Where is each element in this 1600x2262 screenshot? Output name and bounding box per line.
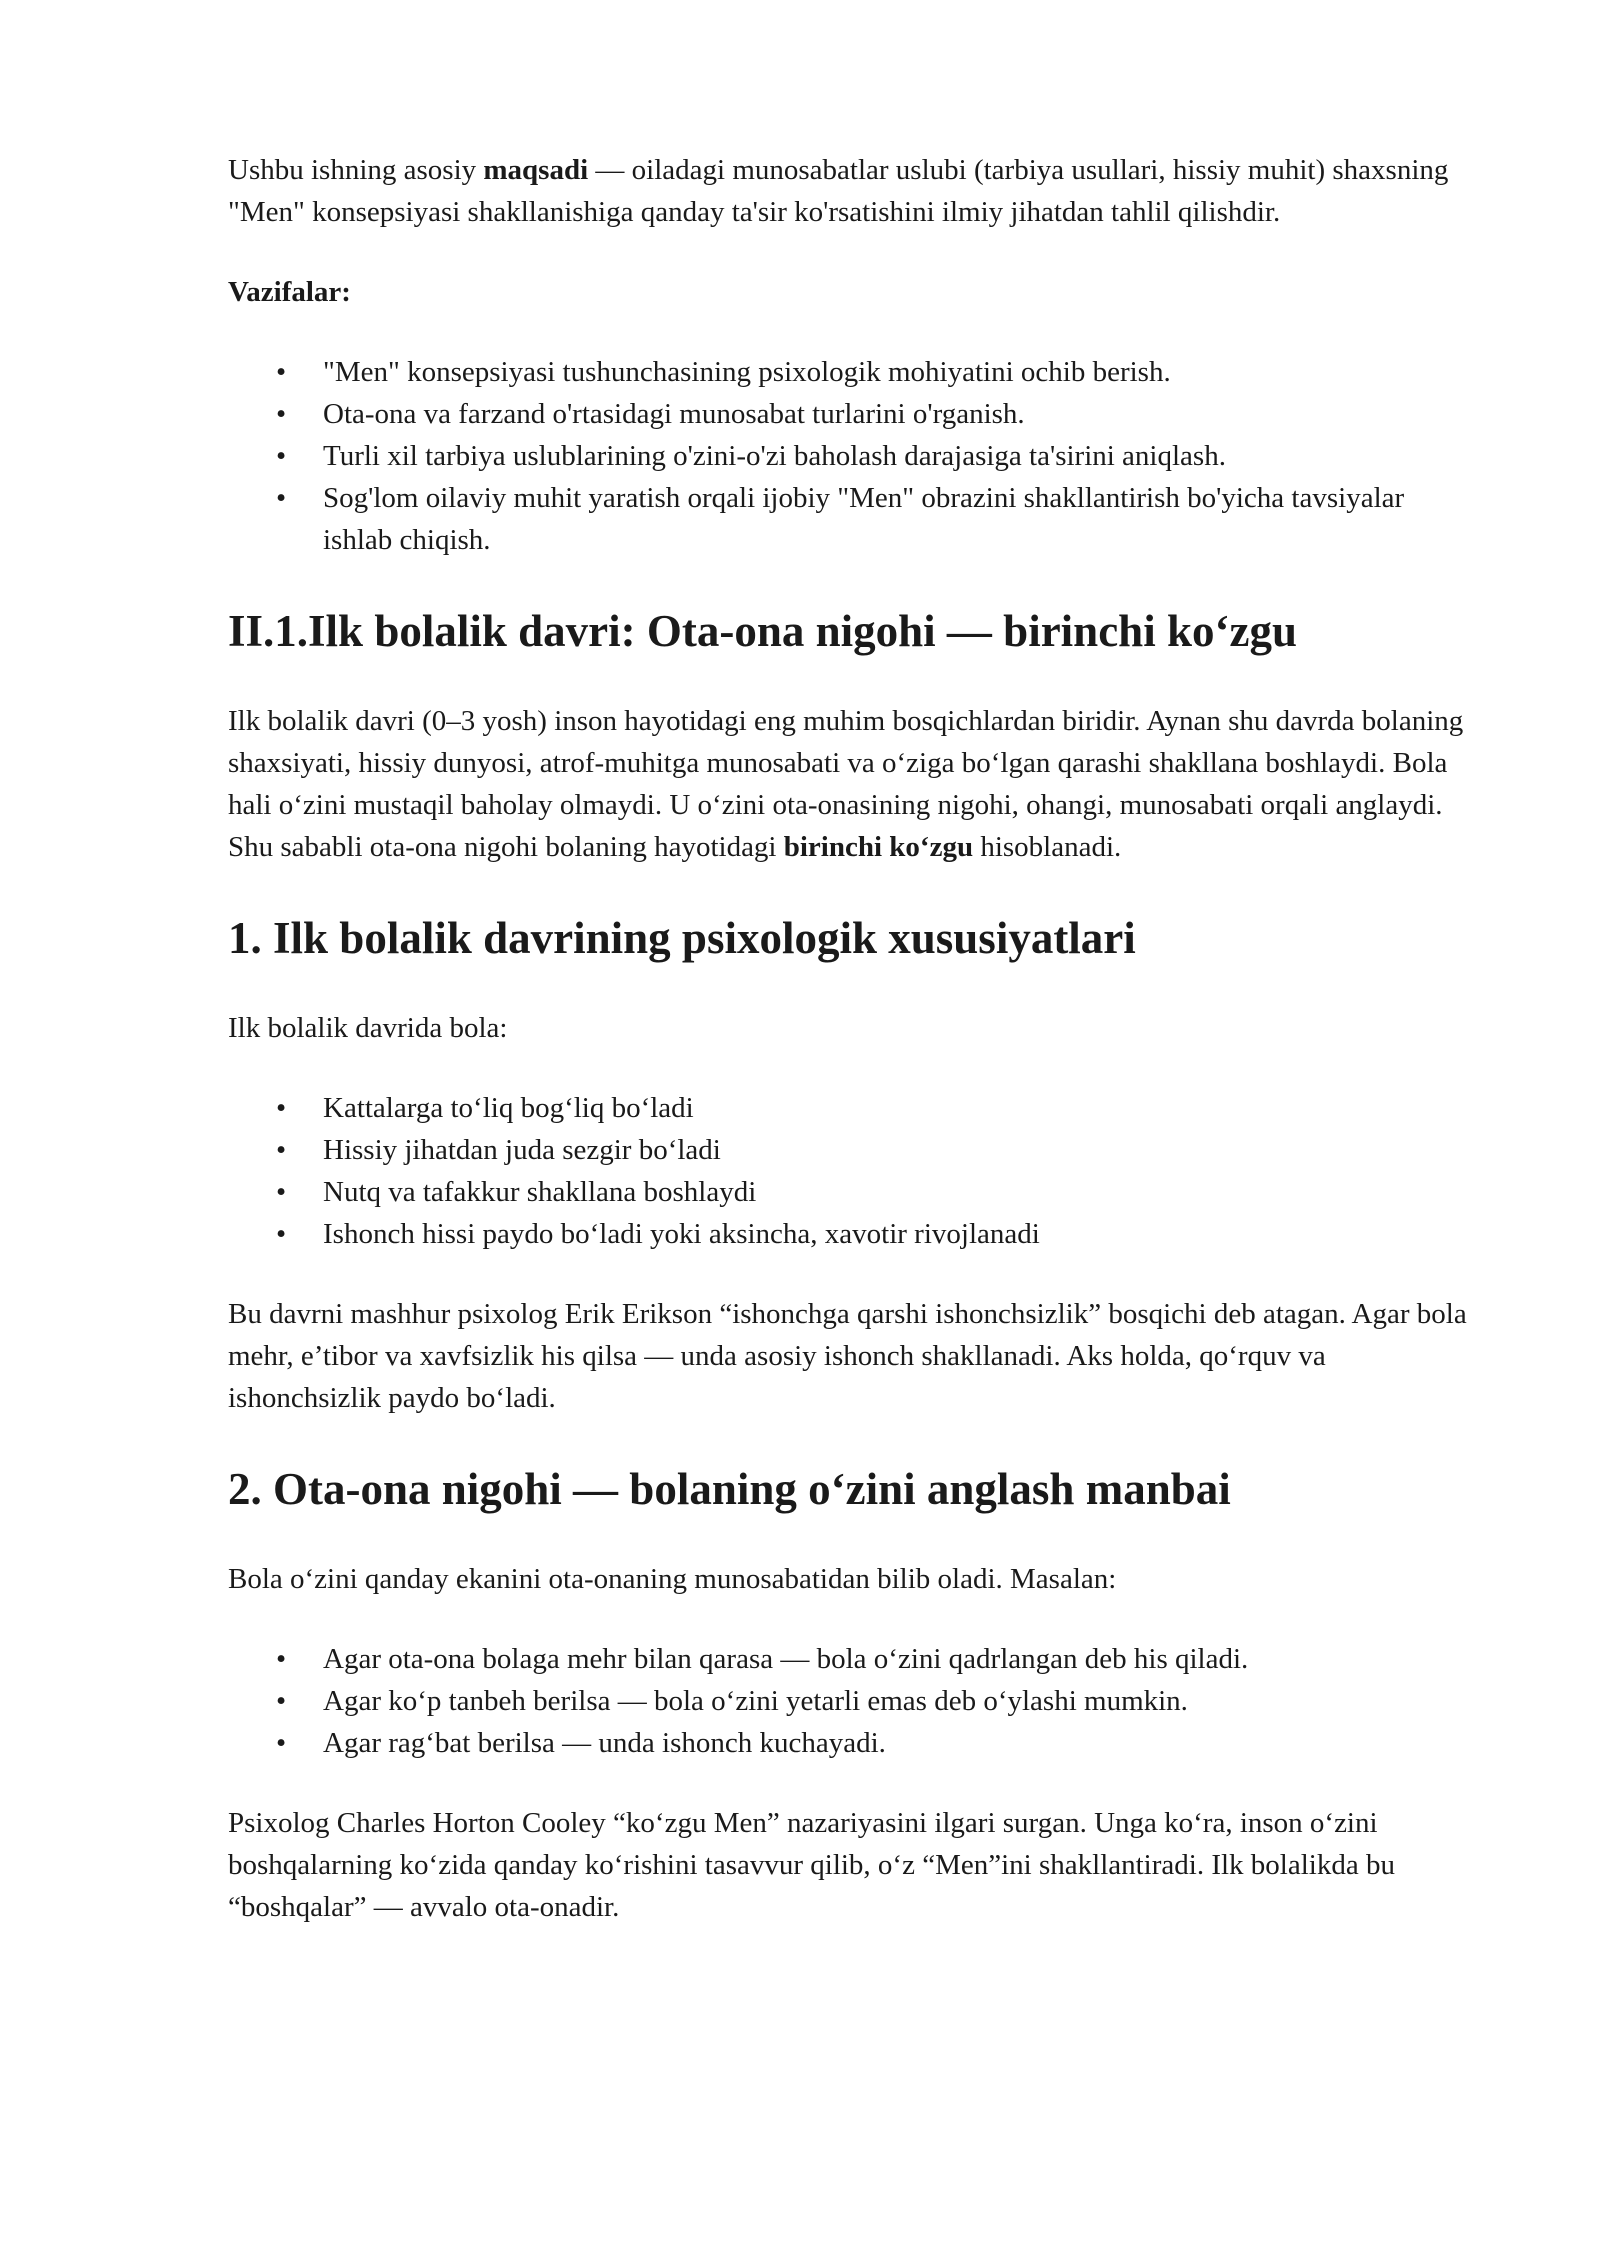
list-item: • Nutq va tafakkur shakllana boshlaydi — [323, 1171, 1478, 1213]
list-item: • Agar ota-ona bolaga mehr bilan qarasa — bola o‘zini qadrlangan deb his qiladi. — [323, 1638, 1478, 1680]
paragraph-text-start: Ilk bolalik davri (0–3 yosh) inson hayotidagi eng muhim bosqichlardan biridir. Aynan shu davrda bolaning shaxsiyati, hissiy dunyosi, atrof-muhitga munosabati va o‘ziga bo‘lgan qarashi shakllana boshlaydi. Bola hali o‘zini mustaqil baholay olmaydi. U o‘zini ota-onasining nigohi, ohangi, munosabati orqali anglaydi. Shu sababli ota-ona nigohi bolaning hayotidagi — [228, 705, 1464, 863]
section-1-list — [228, 1087, 1478, 1255]
intro-paragraph — [228, 149, 1478, 233]
section-heading-1: 1. Ilk bolalik davrining psixologik xususiyatlari — [228, 913, 1136, 963]
tasks-title: Vazifalar: — [228, 276, 351, 308]
section-main-paragraph — [228, 700, 1478, 868]
list-item: • Agar rag‘bat berilsa — unda ishonch kuchayadi. — [323, 1722, 1478, 1764]
list-item: • Kattalarga to‘liq bog‘liq bo‘ladi — [323, 1087, 1478, 1129]
document-page — [228, 149, 1478, 1928]
intro-text-end: — oiladagi munosabatlar uslubi (tarbiya usullari, hissiy muhit) shaxsning "Men" konsepsiyasi shakllanishiga qanday ta'sir ko'rsatishini ilmiy jihatdan tahlil qilishdir. — [228, 154, 1449, 228]
section-2-list — [228, 1638, 1478, 1764]
list-item: • Hissiy jihatdan juda sezgir bo‘ladi — [323, 1129, 1478, 1171]
paragraph-text-end: hisoblanadi. — [973, 831, 1122, 863]
list-item: • Agar ko‘p tanbeh berilsa — bola o‘zini yetarli emas deb o‘ylashi mumkin. — [323, 1680, 1478, 1722]
section-heading-main: II.1.Ilk bolalik davri: Ota-ona nigohi — birinchi ko‘zgu — [228, 606, 1297, 656]
list-item: • Ota-ona va farzand o'rtasidagi munosabat turlarini o'rganish. — [323, 393, 1478, 435]
section-1-closing: Bu davrni mashhur psixolog Erik Erikson “ishonchga qarshi ishonchsizlik” bosqichi deb atagan. Agar bola mehr, e’tibor va xavfsizlik his qilsa — unda asosiy ishonch shakllanadi. Aks holda, qo‘rquv va ishonchsizlik paydo bo‘ladi. — [228, 1298, 1467, 1414]
paragraph-bold-term: birinchi ko‘zgu — [783, 831, 974, 863]
intro-text-start: Ushbu ishning asosiy — [228, 154, 484, 186]
intro-bold-term: maqsadi — [483, 154, 589, 186]
list-item: • Ishonch hissi paydo bo‘ladi yoki aksincha, xavotir rivojlanadi — [323, 1213, 1478, 1255]
section-2-lead: Bola o‘zini qanday ekanini ota-onaning munosabatidan bilib oladi. Masalan: — [228, 1563, 1117, 1595]
section-2-closing: Psixolog Charles Horton Cooley “ko‘zgu Men” nazariyasini ilgari surgan. Unga ko‘ra, inson o‘zini boshqalarning ko‘zida qanday ko‘rishini tasavvur qilib, o‘z “Men”ini shakllantiradi. Ilk bolalikda bu “boshqalar” — avvalo ota-onadir. — [228, 1807, 1395, 1923]
section-1-lead: Ilk bolalik davrida bola: — [228, 1012, 508, 1044]
list-item: • "Men" konsepsiyasi tushunchasining psixologik mohiyatini ochib berish. — [323, 351, 1478, 393]
section-heading-2: 2. Ota-ona nigohi — bolaning o‘zini anglash manbai — [228, 1464, 1231, 1514]
list-item: • Turli xil tarbiya uslublarining o'zini-o'zi baholash darajasiga ta'sirini aniqlash. — [323, 435, 1478, 477]
tasks-list — [228, 351, 1478, 561]
list-item: • Sog'lom oilaviy muhit yaratish orqali ijobiy "Men" obrazini shakllantirish bo'yicha tavsiyalar ishlab chiqish. — [323, 477, 1478, 561]
